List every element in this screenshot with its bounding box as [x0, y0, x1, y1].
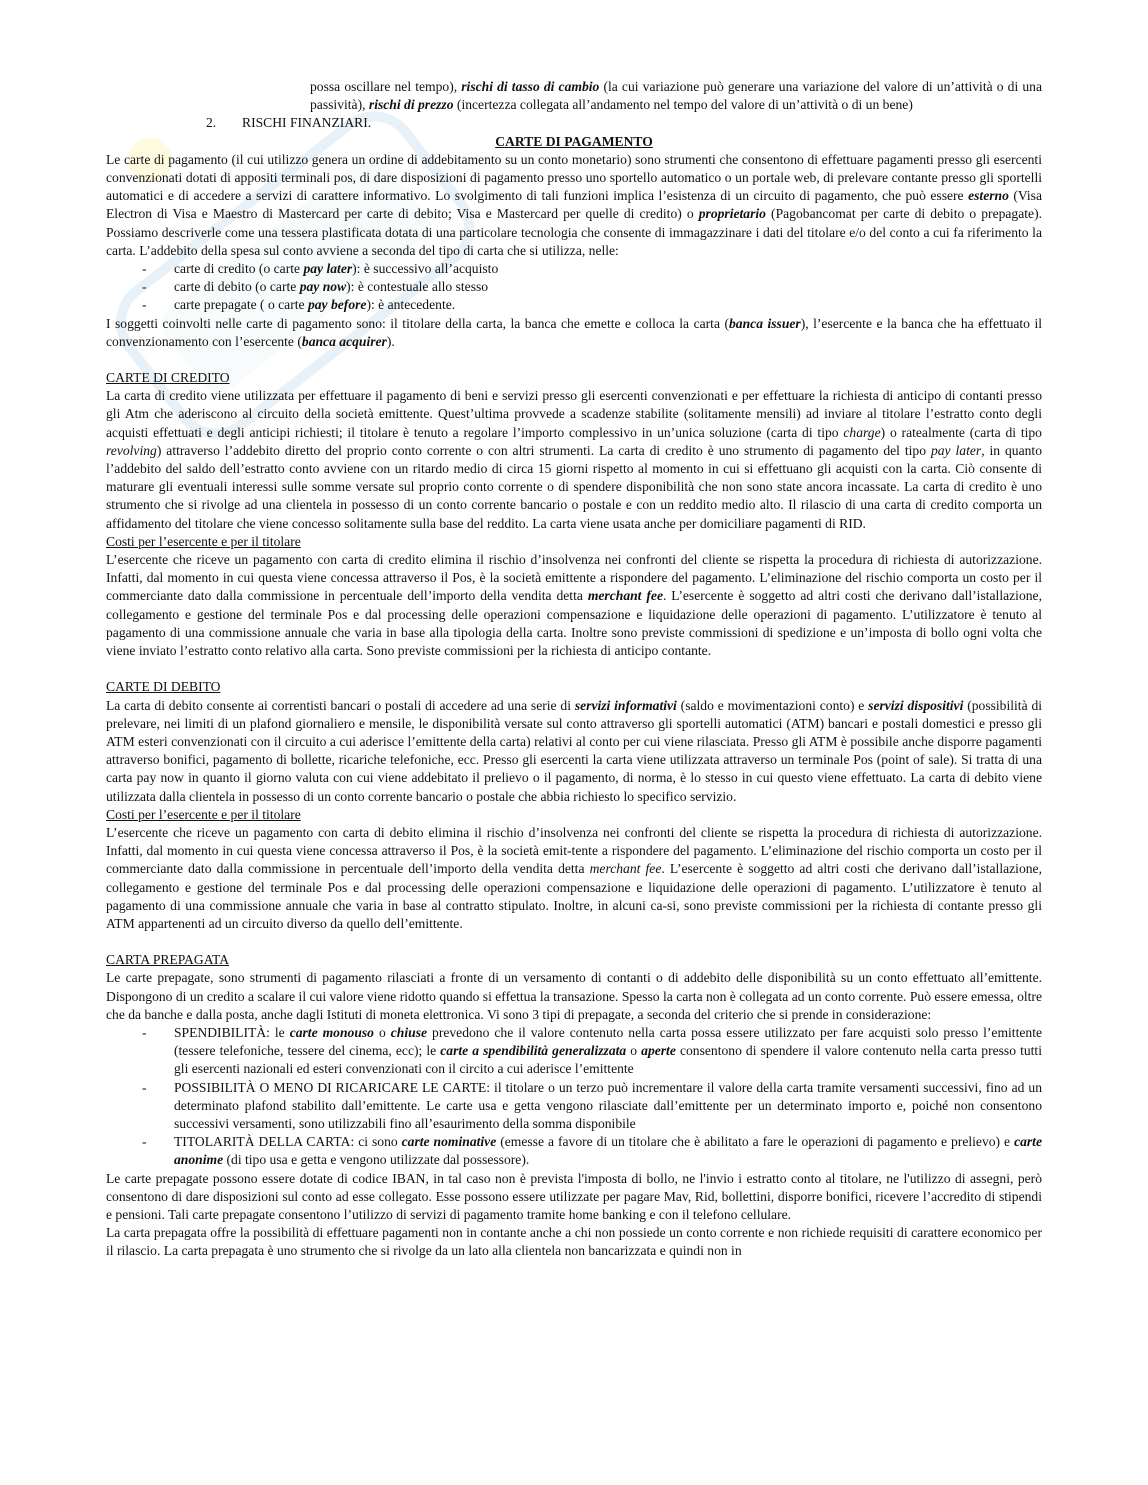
list-item: - TITOLARITÀ DELLA CARTA: ci sono carte nominative (emesse a favore di un titolare che è abilitato a fare le operazioni di pagamento e prelievo) e carte anonime (di tipo usa e getta e vengono utilizzate dal possessore).	[106, 1133, 1042, 1169]
page-title: CARTE DI PAGAMENTO	[495, 133, 653, 149]
section-heading-prepagata: CARTA PREPAGATA	[106, 952, 230, 968]
credito-costi-paragraph: L’esercente che riceve un pagamento con carta di credito elimina il rischio d’insolvenza nei confronti del cliente se rispetta la procedura di richiesta di autorizzazione. Infatti, dal momento in cui questa viene concessa attraverso il Pos, è la società emittente a rispondere del pagamento. L’eliminazione del rischio comporta un costo per il commerciante dato dalla commissione in percentuale dell’importo della vendita detta merchant fee. L’esercente è soggetto ad altri costi che derivano dall’istallazione, collegamento e gestione del terminale Pos e dal processing delle operazioni compensazione e liquidazione delle operazioni di pagamento. L’utilizzatore è tenuto al pagamento di una commissione annuale che varia in base alla tipologia della carta. Inoltre sono previste commissioni di spedizione e un’imposta di bollo ogni volta che viene inviato l’estratto conto relativo alla carta. Sono previste commissioni per la richiesta di anticipo contante.	[106, 552, 1042, 659]
list-item: - POSSIBILITÀ O MENO DI RICARICARE LE CARTE: il titolare o un terzo può incrementare il valore della carta tramite versamenti successivi, fino ad un determinato plafond stabilito dall’emittente. Le carte usa e getta vengono rilasciate dall’emittente per un determinato importo e, poiché non consentono successivi versamenti, sono utilizzabili fino all’esaurimento della somma disponibile	[106, 1079, 1042, 1134]
list-item: - carte di debito (o carte pay now): è contestuale allo stesso	[106, 278, 1042, 296]
prepagata-closing-paragraph: La carta prepagata offre la possibilità di effettuare pagamenti non in contante anche a chi non possiede un conto corrente e non richiede requisiti di carattere economico per il rilascio. La carta prepagata è uno strumento che si rivolge da un lato alla clientela non bancarizzata e quindi non in	[106, 1225, 1042, 1259]
card-types-list	[106, 260, 1042, 315]
top-continuation: possa oscillare nel tempo), rischi di tasso di cambio (la cui variazione può generare una variazione del valore di un’attività o di una passività), rischi di prezzo (incertezza collegata all’andamento nel tempo del valore di un’attività o di un bene)	[310, 79, 1043, 113]
credito-paragraph: La carta di credito viene utilizzata per effettuare il pagamento di beni e servizi presso gli esercenti convenzionati e per effettuare la richiesta di anticipo di contanti presso gli Atm che aderiscono al circuito della società emittente. Quest’ultima provvede a scadenze stabilite (solitamente mensili) ad inviare al titolare l’estratto conto degli acquisti effettuati e degli anticipi richiesti; il titolare è tenuto a regolare l’importo complessivo in un’unica soluzione (carta di tipo charge) o ratealmente (carta di tipo revolving) attraverso l’addebito diretto del proprio conto corrente o con altri strumenti. La carta di credito è uno strumento di pagamento del tipo pay later, in quanto l’addebito del saldo dell’estratto conto avviene con un ritardo medio di circa 15 giorni rispetto al momento in cui si effettuano gli acquisti con la carta. Ciò consente di maturare gli eventuali interessi sulle somme versate sul proprio conto corrente o di spendere disponibilità che non sono state ancora incassate. La carta di credito è uno strumento che si rivolge ad una clientela in possesso di un conto corrente bancario o postale e con un reddito medio alto. Il rilascio di una carta di credito comporta un affidamento del titolare che viene concesso solitamente sulla base del reddito. La carta viene usata anche per domiciliare pagamenti di RID.	[106, 388, 1042, 531]
intro-subjects-paragraph: I soggetti coinvolti nelle carte di pagamento sono: il titolare della carta, la banca che emette e colloca la carta (banca issuer), l’esercente e la banca che ha effettuato il convenzionamento con l’esercente (banca acquirer).	[106, 315, 1043, 349]
subheading-costi-debito: Costi per l’esercente e per il titolare	[106, 806, 301, 822]
section-heading-credito: CARTE DI CREDITO	[106, 370, 230, 386]
list-item: - SPENDIBILITÀ: le carte monouso o chiuse prevedono che il valore contenuto nella carta possa essere utilizzato per fare acquisti solo presso l’emittente (tessere telefoniche, tessere del cinema, ecc); le carte a spendibilità generalizzata o aperte consentono di spendere il valore contenuto nella carta presso tutti gli esercenti nazionali ed esteri convenzionati con il circito a cui aderisce l’emittente	[106, 1024, 1042, 1079]
prepagata-iban-paragraph: Le carte prepagate possono essere dotate di codice IBAN, in tal caso non è prevista l'imposta di bollo, ne l'invio i estratto conto al titolare, ne l'utilizzo di assegni, però consentono di dare disposizioni sul conto ad esse collegato. Esse possono essere utilizzate per pagare Mav, Rid, bollettini, disporre bonifici, ricevere l’accredito di stipendi e pensioni. Tali carte prepagate consentono l’utilizzo di servizi di pagamento tramite home banking e con il telefono cellulare.	[106, 1170, 1042, 1222]
list-item: - carte prepagate ( o carte pay before): è antecedente.	[106, 296, 1042, 314]
list-item: - carte di credito (o carte pay later): è successivo all’acquisto	[106, 260, 1042, 278]
debito-paragraph: La carta di debito consente ai correntisti bancari o postali di accedere ad una serie di servizi informativi (saldo e movimentazioni conto) e servizi dispositivi (possibilità di prelevare, nei limiti di un plafond giornaliero e mensile, le disponibilità versate sul conto attraverso gli sportelli automatici (ATM) bancari e postali domestici e presso gli ATM esteri convenzionati con il circuito a cui aderisce l’emittente della carta) relativi al conto per cui viene rilasciata. Presso gli ATM è possibile anche disporre pagamenti attraverso bonifici, pagamento di bollette, ricariche telefoniche, ecc. Presso gli esercenti la carta viene utilizzata attraverso un terminale Pos (point of sale). Si tratta di una carta pay now in quanto il giorno valuta con cui viene addebitato il prelievo o il pagamento, di norma, è lo stesso in cui questo viene effettuato. La carta di debito viene utilizzata dalla clientela in possesso di un conto corrente bancario o postale che abbia richiesto lo specifico servizio.	[106, 697, 1043, 804]
debito-costi-paragraph: L’esercente che riceve un pagamento con carta di debito elimina il rischio d’insolvenza nei confronti del cliente se rispetta la procedura di richiesta di autorizzazione. Infatti, dal momento in cui questa viene concessa attraverso il Pos, è la società emit-tente a rispondere del pagamento. L’eliminazione del rischio comporta un costo per il commerciante dato dalla commissione in percentuale dell’importo della vendita detta merchant fee. L’esercente è soggetto ad altri costi che derivano dall’istallazione, collegamento e gestione del terminale Pos e dal processing delle operazioni compensazione e liquidazione delle operazioni di pagamento. L’utilizzatore è tenuto al pagamento di una commissione annuale che varia in base al contratto stipulato. Inoltre, in alcuni ca-si, sono previste commissioni per la richiesta di contante presso gli ATM appartenenti ad un circuito diverso da quello dell’emittente.	[106, 824, 1042, 931]
numbered-item: 2. RISCHI FINANZIARI.	[206, 115, 372, 131]
section-heading-debito: CARTE DI DEBITO	[106, 679, 221, 695]
document-page	[106, 78, 1042, 1261]
prepagata-types-list	[106, 1024, 1042, 1170]
intro-paragraph: Le carte di pagamento (il cui utilizzo genera un ordine di addebitamento su un conto monetario) sono strumenti che consentono di effettuare pagamenti presso gli esercenti convenzionati dotati di appositi terminali pos, di dare disposizioni di pagamento presso uno sportello automatico o un portale web, di prelevare contante presso gli sportelli automatici e di accedere a servizi di carattere informativo. Lo svolgimento di tali funzioni implica l’esistenza di un circuito di pagamento, che può essere esterno (Visa Electron di Visa e Maestro di Mastercard per carte di debito; Visa e Mastercard per quelle di credito) o proprietario (Pagobancomat per carte di debito o prepagate). Possiamo descriverle come una tessera plastificata dotata di una particolare tecnologia che consente di immagazzinare i dati del titolare e/o del conto a cui fa riferimento la carta. L’addebito della spesa sul conto avviene a seconda del tipo di carta che si utilizza, nelle:	[106, 151, 1042, 258]
prepagata-paragraph: Le carte prepagate, sono strumenti di pagamento rilasciati a fronte di un versamento di contanti o di addebito delle disponibilità su un conto effettuato all’emittente. Dispongono di un credito a scalare il cui valore viene ridotto quando si effettua la transazione. Spesso la carta non è collegata ad un conto corrente. Può essere emessa, oltre che da banche e dalla posta, anche dagli Istituti di moneta elettronica. Vi sono 3 tipi di prepagate, a seconda del criterio che si prende in considerazione:	[106, 970, 1042, 1022]
subheading-costi-credito: Costi per l’esercente e per il titolare	[106, 533, 301, 549]
